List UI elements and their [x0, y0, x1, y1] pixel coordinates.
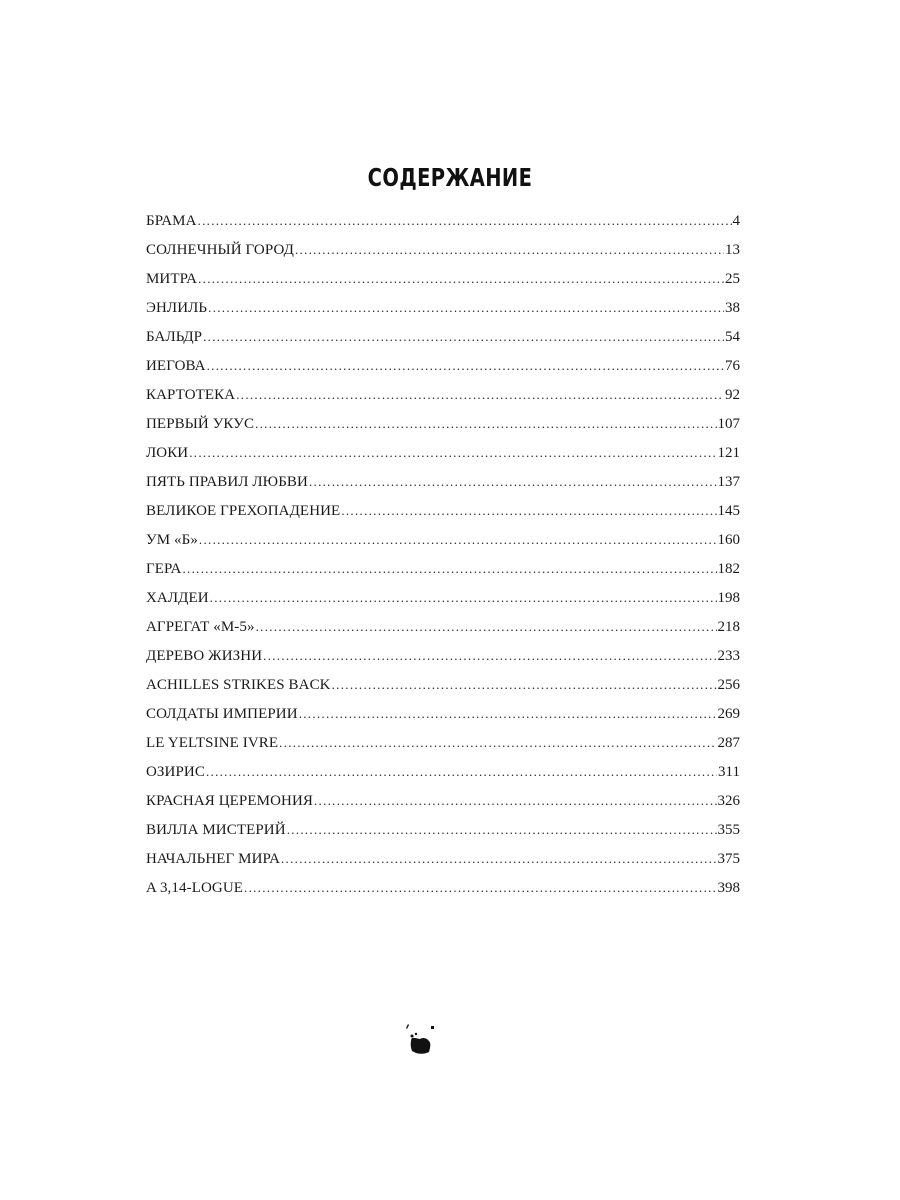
toc-item — [146, 380, 740, 409]
toc-item-page-number: 398 — [717, 880, 740, 896]
toc-item-page-number: 92 — [725, 387, 740, 403]
toc-item-page-number: 107 — [717, 416, 740, 432]
toc-item-page-number: 287 — [717, 735, 740, 751]
toc-dot-leader — [198, 264, 724, 293]
toc-dot-leader — [263, 641, 716, 670]
toc-item — [146, 612, 740, 641]
publisher-logo-icon — [403, 1022, 441, 1058]
toc-item-title: МИТРА — [146, 271, 198, 287]
toc-dot-leader — [341, 496, 716, 525]
toc-item-title: ЛОКИ — [146, 445, 189, 461]
toc-item — [146, 641, 740, 670]
toc-item-page-number: 218 — [717, 619, 740, 635]
toc-item — [146, 264, 740, 293]
toc-item-page-number: 326 — [717, 793, 740, 809]
toc-item-title: ГЕРА — [146, 561, 182, 577]
toc-item-page-number: 54 — [725, 329, 740, 345]
toc-item-title: БАЛЬДР — [146, 329, 203, 345]
toc-item — [146, 699, 740, 728]
toc-dot-leader — [244, 873, 716, 902]
toc-dot-leader — [332, 670, 717, 699]
page-title: СОДЕРЖАНИЕ — [367, 162, 533, 192]
toc-item — [146, 409, 740, 438]
toc-item-page-number: 160 — [717, 532, 740, 548]
toc-item-title: ЭНЛИЛЬ — [146, 300, 208, 316]
toc-item — [146, 496, 740, 525]
toc-item — [146, 844, 740, 873]
toc-dot-leader — [203, 322, 724, 351]
toc-item-title: ДЕРЕВО ЖИЗНИ — [146, 648, 263, 664]
toc-item-title: ВЕЛИКОЕ ГРЕХОПАДЕНИЕ — [146, 503, 341, 519]
toc-dot-leader — [287, 815, 717, 844]
toc-item — [146, 728, 740, 757]
toc-item-page-number: 137 — [717, 474, 740, 490]
toc-dot-leader — [189, 438, 716, 467]
toc-item — [146, 873, 740, 902]
toc-item — [146, 438, 740, 467]
toc-item-title: ХАЛДЕИ — [146, 590, 209, 606]
toc-item-title: АГРЕГАТ «М-5» — [146, 619, 255, 635]
toc-dot-leader — [314, 786, 717, 815]
toc-item — [146, 786, 740, 815]
toc-item-title: СОЛНЕЧНЫЙ ГОРОД — [146, 242, 294, 258]
toc-item-page-number: 311 — [718, 764, 740, 780]
toc-item — [146, 554, 740, 583]
toc-item-title: КРАСНАЯ ЦЕРЕМОНИЯ — [146, 793, 313, 809]
toc-dot-leader — [281, 844, 717, 873]
toc-item-title: БРАМА — [146, 213, 197, 229]
toc-item-title: ИЕГОВА — [146, 358, 206, 374]
toc-item-title: ПЯТЬ ПРАВИЛ ЛЮБВИ — [146, 474, 308, 490]
toc-item — [146, 293, 740, 322]
toc-item-title: УМ «Б» — [146, 532, 198, 548]
toc-item-page-number: 256 — [717, 677, 740, 693]
toc-dot-leader — [207, 351, 724, 380]
toc-dot-leader — [299, 699, 717, 728]
toc-item-title: ВИЛЛА МИСТЕРИЙ — [146, 822, 286, 838]
toc-item-title: СОЛДАТЫ ИМПЕРИИ — [146, 706, 298, 722]
toc-item-page-number: 233 — [717, 648, 740, 664]
toc-item-title: A 3,14-LOGUE — [146, 880, 244, 896]
toc-item-page-number: 38 — [725, 300, 740, 316]
toc-item-page-number: 121 — [717, 445, 740, 461]
toc-dot-leader — [236, 380, 724, 409]
toc-item-page-number: 13 — [725, 242, 740, 258]
toc-item — [146, 670, 740, 699]
toc-item — [146, 467, 740, 496]
toc-item-page-number: 76 — [725, 358, 740, 374]
toc-item-page-number: 145 — [717, 503, 740, 519]
toc-item — [146, 206, 740, 235]
toc-item-title: ПЕРВЫЙ УКУС — [146, 416, 255, 432]
toc-item-page-number: 182 — [717, 561, 740, 577]
toc-item-page-number: 4 — [732, 213, 740, 229]
toc-item-page-number: 269 — [717, 706, 740, 722]
toc-dot-leader — [206, 757, 717, 786]
toc-dot-leader — [208, 293, 724, 322]
toc-item-title: НАЧАЛЬНЕГ МИРА — [146, 851, 280, 867]
toc-item — [146, 815, 740, 844]
toc-dot-leader — [279, 728, 716, 757]
toc-item-page-number: 198 — [717, 590, 740, 606]
toc-item-title: LE YELTSINE IVRE — [146, 735, 279, 751]
toc-item-title: ACHILLES STRIKES BACK — [146, 677, 331, 693]
toc-dot-leader — [309, 467, 717, 496]
toc-dot-leader — [199, 525, 717, 554]
table-of-contents — [146, 206, 740, 902]
toc-dot-leader — [210, 583, 717, 612]
toc-dot-leader — [198, 206, 732, 235]
toc-item — [146, 351, 740, 380]
toc-item-page-number: 355 — [717, 822, 740, 838]
toc-item-title: ОЗИРИС — [146, 764, 205, 780]
toc-dot-leader — [256, 612, 717, 641]
toc-item — [146, 322, 740, 351]
toc-dot-leader — [255, 409, 716, 438]
toc-item-page-number: 375 — [717, 851, 740, 867]
toc-item — [146, 583, 740, 612]
toc-item — [146, 525, 740, 554]
toc-item-page-number: 25 — [725, 271, 740, 287]
toc-dot-leader — [295, 235, 724, 264]
toc-item-title: КАРТОТЕКА — [146, 387, 236, 403]
toc-item — [146, 235, 740, 264]
toc-item — [146, 757, 740, 786]
toc-dot-leader — [183, 554, 717, 583]
